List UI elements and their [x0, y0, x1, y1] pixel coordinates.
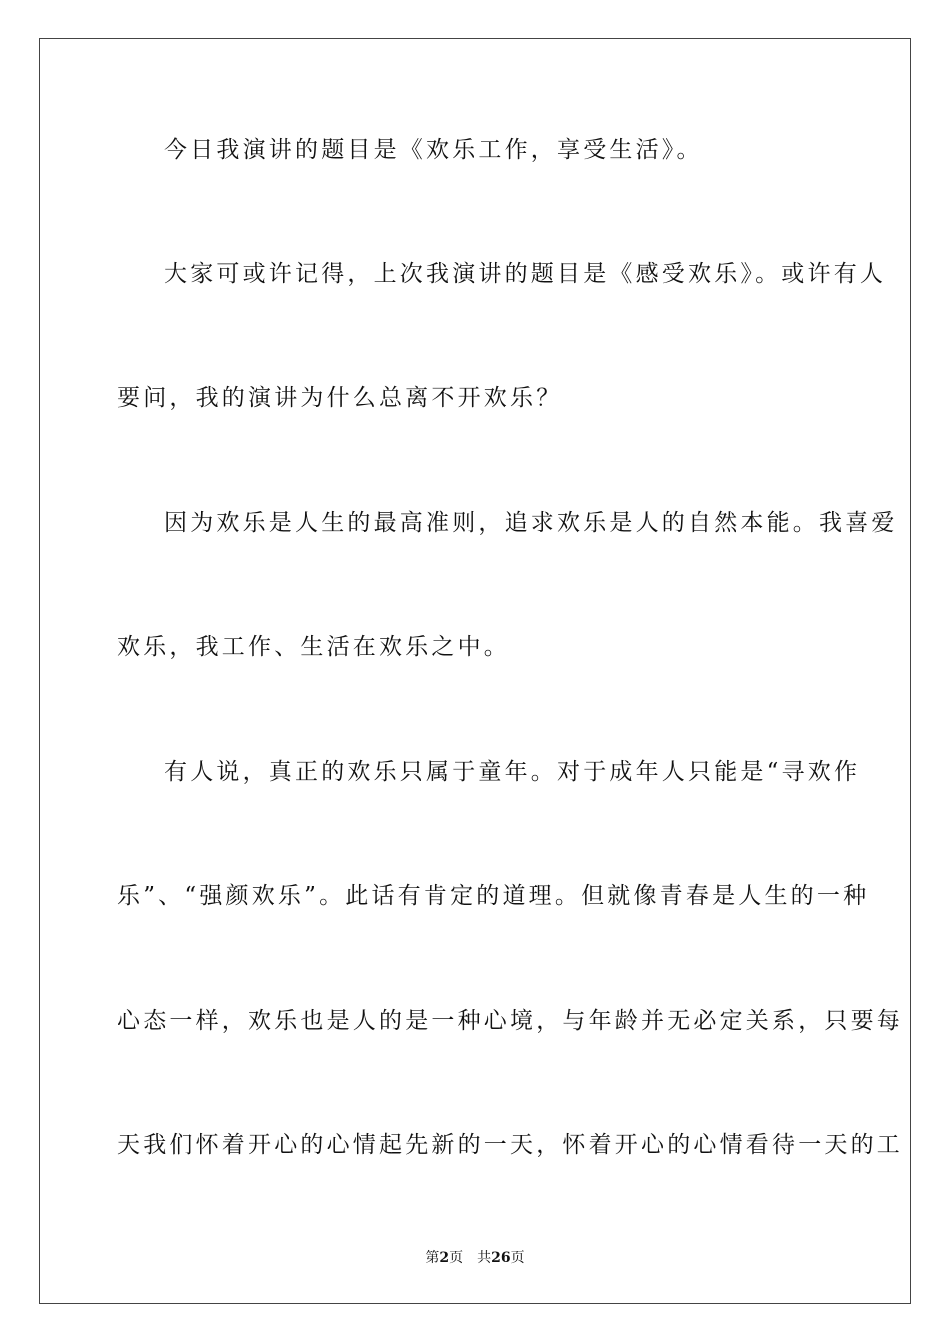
paragraph-4-line-2: 乐”、“强颜欢乐”。此话有肯定的道理。但就像青春是人生的一种 [117, 883, 870, 909]
current-page-number: 2 [439, 1250, 450, 1266]
page-label-prefix: 第 [425, 1250, 440, 1266]
paragraph-2-line-1: 大家可或许记得，上次我演讲的题目是《感受欢乐》。或许有人 [164, 261, 887, 287]
total-page-count: 26 [491, 1250, 511, 1266]
paragraph-3-line-1: 因为欢乐是人生的最高准则，追求欢乐是人的自然本能。我喜爱 [164, 510, 898, 536]
paragraph-4-line-3: 心态一样，欢乐也是人的是一种心境，与年龄并无必定关系，只要每 [117, 1008, 903, 1034]
paragraph-4-line-1: 有人说，真正的欢乐只属于童年。对于成年人只能是“寻欢作 [164, 759, 861, 785]
paragraph-1-line-1: 今日我演讲的题目是《欢乐工作，享受生活》。 [164, 137, 703, 163]
total-label-suffix: 页 [510, 1250, 525, 1266]
page-label-suffix: 页 [449, 1250, 464, 1266]
page-border [39, 38, 911, 1304]
paragraph-4-line-4: 天我们怀着开心的心情起先新的一天，怀着开心的心情看待一天的工 [117, 1132, 903, 1158]
total-label-prefix: 共 [477, 1250, 492, 1266]
paragraph-2-line-2: 要问，我的演讲为什么总离不开欢乐？ [117, 385, 563, 411]
paragraph-3-line-2: 欢乐，我工作、生活在欢乐之中。 [117, 634, 510, 660]
page-footer [0, 1249, 950, 1267]
